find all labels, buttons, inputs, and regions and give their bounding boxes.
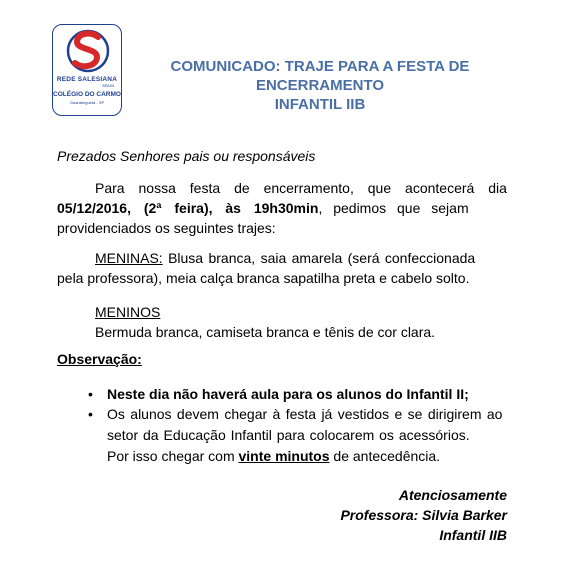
intro-word: nossa <box>138 180 176 196</box>
intro-after-date: , pedimos que sejam <box>318 200 469 216</box>
list-item-text <box>107 384 507 405</box>
document-title <box>140 57 500 114</box>
arrival-time-emphasis: vinte minutos <box>238 448 330 464</box>
event-date: 05/12/2016, (2ª feira), às 19h30min <box>57 200 319 216</box>
meninos-label-line <box>57 302 507 322</box>
meninas-label: MENINAS: <box>95 250 163 266</box>
title-line-1: COMUNICADO: TRAJE PARA A FESTA DE <box>170 58 470 75</box>
bullet-1-text: Neste dia não haverá aula para os alunos do Infantil II; <box>107 386 469 402</box>
bullet-2-line-2: setor da Educação Infantil para colocarem os acessórios. <box>107 427 470 443</box>
intro-word: que <box>367 180 392 196</box>
signature-class: Infantil IIB <box>439 527 507 543</box>
observation-heading: Observação: <box>57 351 142 367</box>
salesian-s-emblem-icon <box>53 25 122 77</box>
title-line-2: ENCERRAMENTO <box>255 77 385 94</box>
meninas-line-2: pela professora), meia calça branca sapatilha preta e cabelo solto. <box>57 270 470 286</box>
intro-line-2 <box>57 198 507 218</box>
title-line-3: INFANTIL IIB <box>274 96 366 113</box>
bullet-icon: • <box>88 386 93 402</box>
intro-word: Para <box>95 180 125 196</box>
greeting: Prezados Senhores pais ou responsáveis <box>57 148 316 164</box>
teacher-signature: Professora: Silvia Barker <box>340 507 507 523</box>
meninos-paragraph <box>57 302 507 342</box>
logo-network-name: REDE SALESIANA <box>56 76 118 83</box>
bullet-icon: • <box>88 406 93 422</box>
school-logo <box>52 24 122 116</box>
logo-city: Guaratinguetá - SP <box>69 100 105 105</box>
intro-paragraph <box>57 178 507 238</box>
logo-school-name: COLÉGIO DO CARMO <box>53 91 121 98</box>
bullet-2-line-3-post: de antecedência. <box>329 448 441 464</box>
meninos-label: MENINOS <box>95 304 161 320</box>
meninos-text: Bermuda branca, camiseta branca e tênis de cor clara. <box>95 324 436 340</box>
intro-word: encerramento, <box>263 180 354 196</box>
intro-word: acontecerá <box>405 180 475 196</box>
meninas-text-1: Blusa branca, saia amarela (será confeccionada <box>162 250 476 266</box>
bullet-2-line-3 <box>107 446 507 467</box>
list-item-text <box>107 404 507 467</box>
logo-country: BRASIL <box>102 84 115 88</box>
intro-line-1 <box>57 178 507 198</box>
intro-word: dia <box>488 180 507 196</box>
intro-word: festa <box>189 180 221 196</box>
meninas-paragraph <box>57 248 507 288</box>
intro-word: de <box>234 180 250 196</box>
meninas-line-1 <box>57 248 507 268</box>
intro-line-3: providenciados os seguintes trajes: <box>57 220 276 236</box>
bullet-2-line-1: Os alunos devem chegar à festa já vestidos e se dirigirem ao <box>107 406 503 422</box>
bullet-2-line-3-pre: Por isso chegar com <box>107 448 239 464</box>
closing: Atenciosamente <box>398 487 507 503</box>
